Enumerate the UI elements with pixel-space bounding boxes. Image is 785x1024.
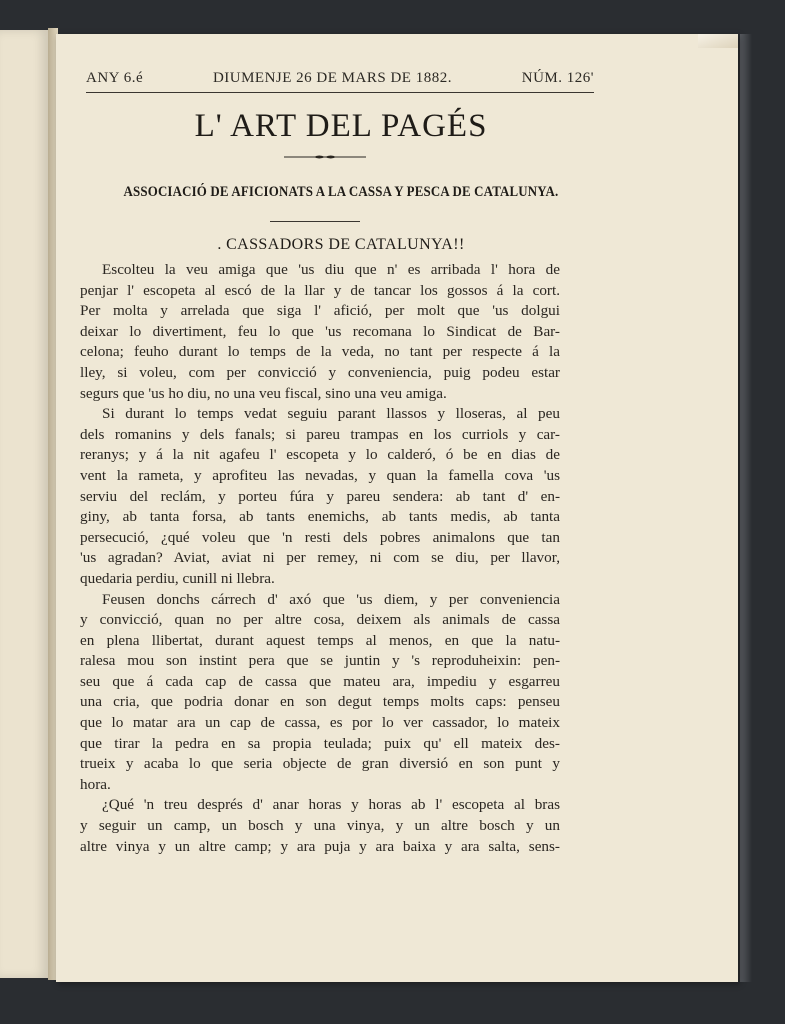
association-subtitle: ASSOCIACIÓ DE AFICIONATS A LA CASSA Y PESCA DE CATALUNYA. xyxy=(123,184,559,200)
text-line: ¿Qué 'n treu després d' anar horas y horas ab l' escopeta al bras xyxy=(102,796,560,814)
text-line: serviu del reclám, y porteu fúra y pareu sendera: ab tant d' en- xyxy=(80,487,560,505)
page-header xyxy=(86,70,594,87)
masthead-title: L' ART DEL PAGÉS xyxy=(194,108,488,144)
header-issue-number: NÚM. 126' xyxy=(521,70,594,86)
text-line: persecució, ¿qué voleu que 'n resti dels pobres animalons que tan xyxy=(80,528,560,546)
text-line: una cria, que podria donar en son degut temps molts caps: penseu xyxy=(80,693,560,711)
page-corner-fold xyxy=(698,34,738,48)
text-line: segurs que 'us ho diu, no una veu fiscal, sino una veu amiga. xyxy=(80,384,447,402)
header-year: ANY 6.é xyxy=(86,70,144,86)
section-rule xyxy=(270,221,360,222)
article-body xyxy=(80,260,560,857)
text-line: lley, si voleu, com per convicció y conveniencia, puig podeu estar xyxy=(80,363,560,381)
text-line: en plena llibertat, durant aquest temps al menos, en que la natu- xyxy=(80,631,560,649)
text-line: trueix y acaba lo que seria objecte de gran diversió en son punt y xyxy=(80,755,560,773)
text-line: vent la rameta, y aprofiteu las nevadas, y quan la famella cova 'us xyxy=(80,466,560,484)
text-line: quedaria perdiu, cunill ni llebra. xyxy=(80,569,275,587)
text-line: 'us agradan? Aviat, aviat ni per remey, ni com se diu, per llavor, xyxy=(80,549,560,567)
book-edge xyxy=(740,34,752,982)
text-line: seu que á cada cap de cassa que mateu ara, impediu y esgarreu xyxy=(80,672,560,690)
text-line: giny, ab tanta forsa, ab tants enemichs, ab tants medis, ab tanta xyxy=(80,508,560,526)
text-line: Escolteu la veu amiga que 'us diu que n' es arribada l' hora de xyxy=(102,261,560,278)
text-line: Per molta y arrelada que siga l' afició, per molt que 'us dolgui xyxy=(80,302,560,320)
text-line: reranys; y á la nit agafeu l' escopeta y lo calderó, ó be en dias de xyxy=(80,446,560,464)
text-line: dels romanins y dels fanals; si pareu trampas en los curriols y car- xyxy=(80,425,560,443)
title-ornament xyxy=(284,154,366,160)
text-line: altre vinya y un altre camp; y ara puja y ara baixa y ara salta, sens- xyxy=(80,837,560,855)
header-date: DIUMENJE 26 DE MARS DE 1882. xyxy=(212,70,452,86)
text-line: y seguir un camp, un bosch y una vinya, y un altre bosch y un xyxy=(80,817,560,835)
text-line: hora. xyxy=(80,775,111,793)
text-line: deixar lo divertiment, feu lo que 'us recomana lo Sindicat de Bar- xyxy=(80,322,560,340)
article-heading: . CASSADORS DE CATALUNYA!! xyxy=(217,236,465,253)
text-line: que lo matar ara un cap de cassa, es por lo ver cassador, lo mateix xyxy=(80,714,560,732)
left-page-edge xyxy=(0,30,49,978)
header-rule xyxy=(86,92,594,93)
text-line: penjar l' escopeta al escó de la llar y de tancar los gossos á la cort. xyxy=(80,281,560,299)
text-line: que tirar la pedra en sa propia teulada; puix qu' ell mateix des- xyxy=(80,734,560,752)
text-line: ralesa mou son instint pera que se juntin y 's reproduheixin: pen- xyxy=(80,652,560,670)
text-line: Si durant lo temps vedat seguiu parant llassos y lloseras, al peu xyxy=(102,405,560,423)
text-line: y convicció, quan no per altre cosa, deixem als animals de cassa xyxy=(80,611,560,629)
text-line: celona; feuho durant lo temps de la veda, no tant per respecte á la xyxy=(80,343,560,361)
text-line: Feusen donchs cárrech d' axó que 'us diem, y per conveniencia xyxy=(102,590,560,608)
